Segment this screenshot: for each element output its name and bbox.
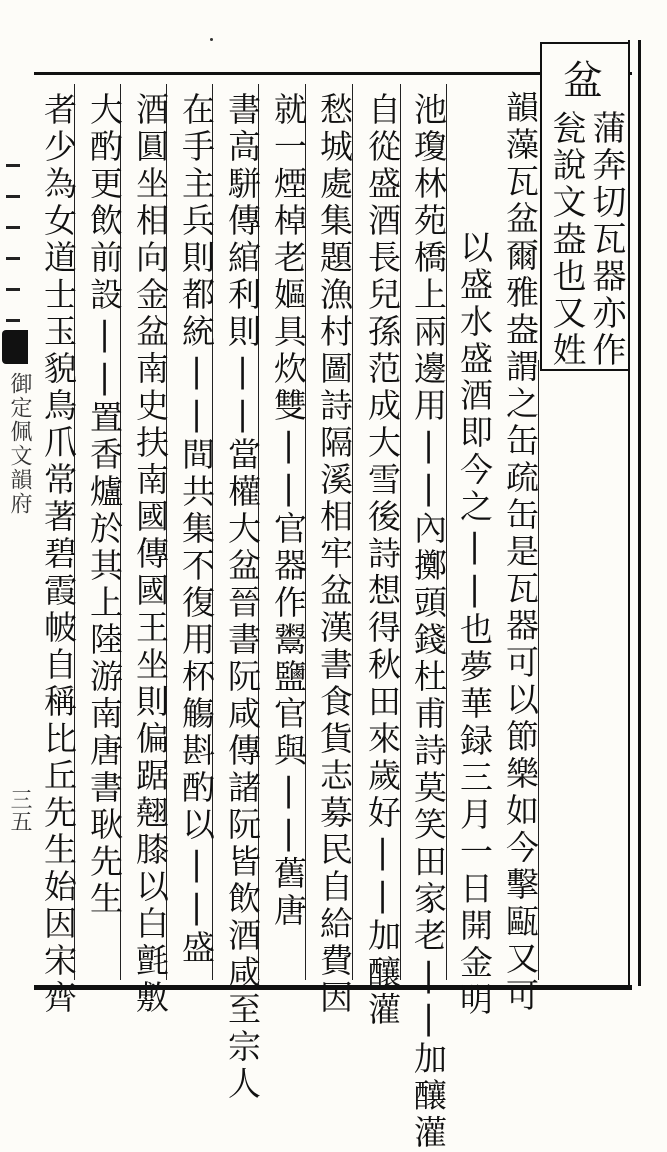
text-column: 以盛水盛酒即今之||也夢華録三月一日開金明 (455, 230, 494, 1019)
text-column: 者少為女道士玉貌鳥爪常著碧霞帔自稱比丘先生始因宋齊 (39, 92, 78, 1017)
text-column: 在手主兵則都統||間共集不復用杯觴斟酌以||盛 (177, 92, 216, 967)
text-column: 大酌更飲前設||置香爐於其上陸游南唐書耿先生 (85, 92, 124, 918)
left-margin (0, 72, 34, 987)
head-character: 盆 (563, 58, 603, 104)
text-column: 就一煙棹老嫗具炊雙||官器作鬻鹽官與||舊唐 (269, 92, 308, 930)
text-column: 書高駢傳綰利則||當權大盆晉書阮咸傳諸阮皆飲酒咸至宗人 (223, 92, 262, 1103)
head-gloss-col2: 瓮說文盎也又姓 (546, 110, 586, 369)
book-title: 御定佩文韻府 (7, 372, 32, 516)
frame-right-border (628, 40, 641, 986)
text-column: 愁城處集題漁村圖詩隔溪相牢盆漢書食貨志募民自給費因 (315, 92, 354, 1017)
text-column: 池瓊林苑橋上兩邊用||內擲頭錢杜甫詩莫笑田家老||加釀灌 (409, 92, 448, 1152)
fishtail-mark (2, 330, 28, 364)
page-number: 三五 (7, 788, 32, 832)
head-gloss-col1: 蒲奔切瓦器亦作 (586, 110, 626, 369)
text-column: 自從盛酒長兒孫范成大雪後詩想得秋田來歲好||加釀灌 (363, 92, 402, 1029)
text-column: 酒圓坐相向金盆南史扶南國傳國王坐則偏踞翹膝以白氈敷 (131, 92, 170, 1017)
text-column: 韻藻瓦盆爾雅盎謂之缶疏缶是瓦器可以節樂如今擊甌又可 (501, 90, 540, 1015)
ink-speck (210, 38, 213, 41)
